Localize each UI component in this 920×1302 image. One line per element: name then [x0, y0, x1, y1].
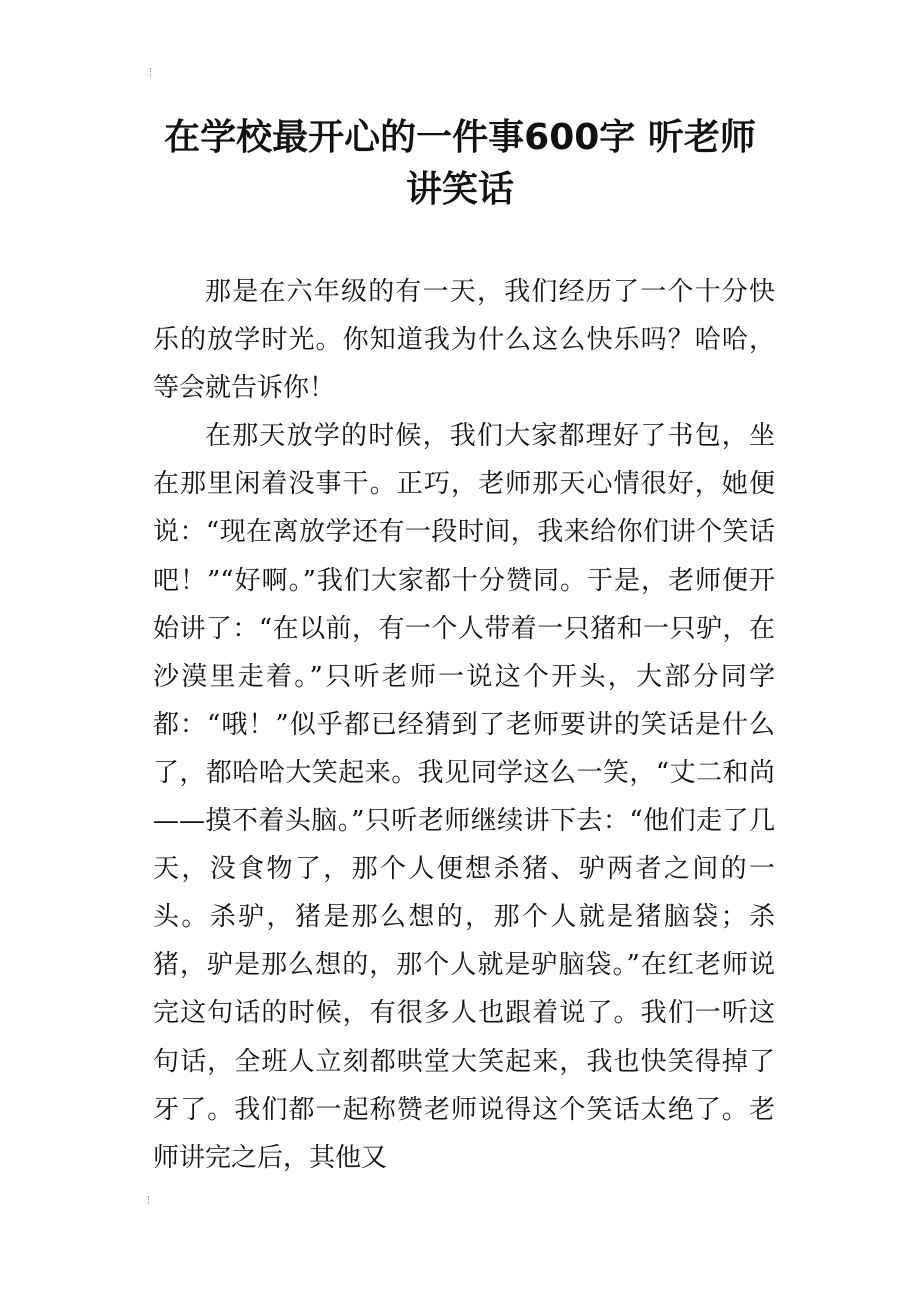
corner-mark-top: [150, 68, 155, 76]
document-body: [153, 268, 775, 1182]
paragraph-1: 那是在六年级的有一天，我们经历了一个十分快乐的放学时光。你知道我为什么这么快乐吗？哈哈，等会就告诉你！: [153, 277, 775, 404]
paragraph-2: 在那天放学的时候，我们大家都理好了书包，坐在那里闲着没事干。正巧，老师那天心情很好，她便说：“现在离放学还有一段时间，我来给你们讲个笑话吧！”“好啊。”我们大家都十分赞同。于是，老师便开始讲了：“在以前，有一个人带着一只猪和一只驴，在沙漠里走着。”只听老师一说这个开头，大部分同学都：“哦！”似乎都已经猜到了老师要讲的笑话是什么了，都哈哈大笑起来。我见同学这么一笑，“丈二和尚——摸不着头脑。”只听老师继续讲下去：“他们走了几天，没食物了，那个人便想杀猪、驴两者之间的一头。杀驴，猪是那么想的，那个人就是猪脑袋；杀猪，驴是那么想的，那个人就是驴脑袋。”在红老师说完这句话的时候，有很多人也跟着说了。我们一听这句话，全班人立刻都哄堂大笑起来，我也快笑得掉了牙了。我们都一起称赞老师说得这个笑话太绝了。老师讲完之后，其他又: [153, 421, 775, 1173]
document-title: [100, 112, 820, 216]
title-line-2: 讲笑话: [405, 169, 514, 210]
corner-mark-bottom: [148, 1196, 153, 1204]
title-line-1: 在学校最开心的一件事600字 听老师: [164, 117, 756, 158]
